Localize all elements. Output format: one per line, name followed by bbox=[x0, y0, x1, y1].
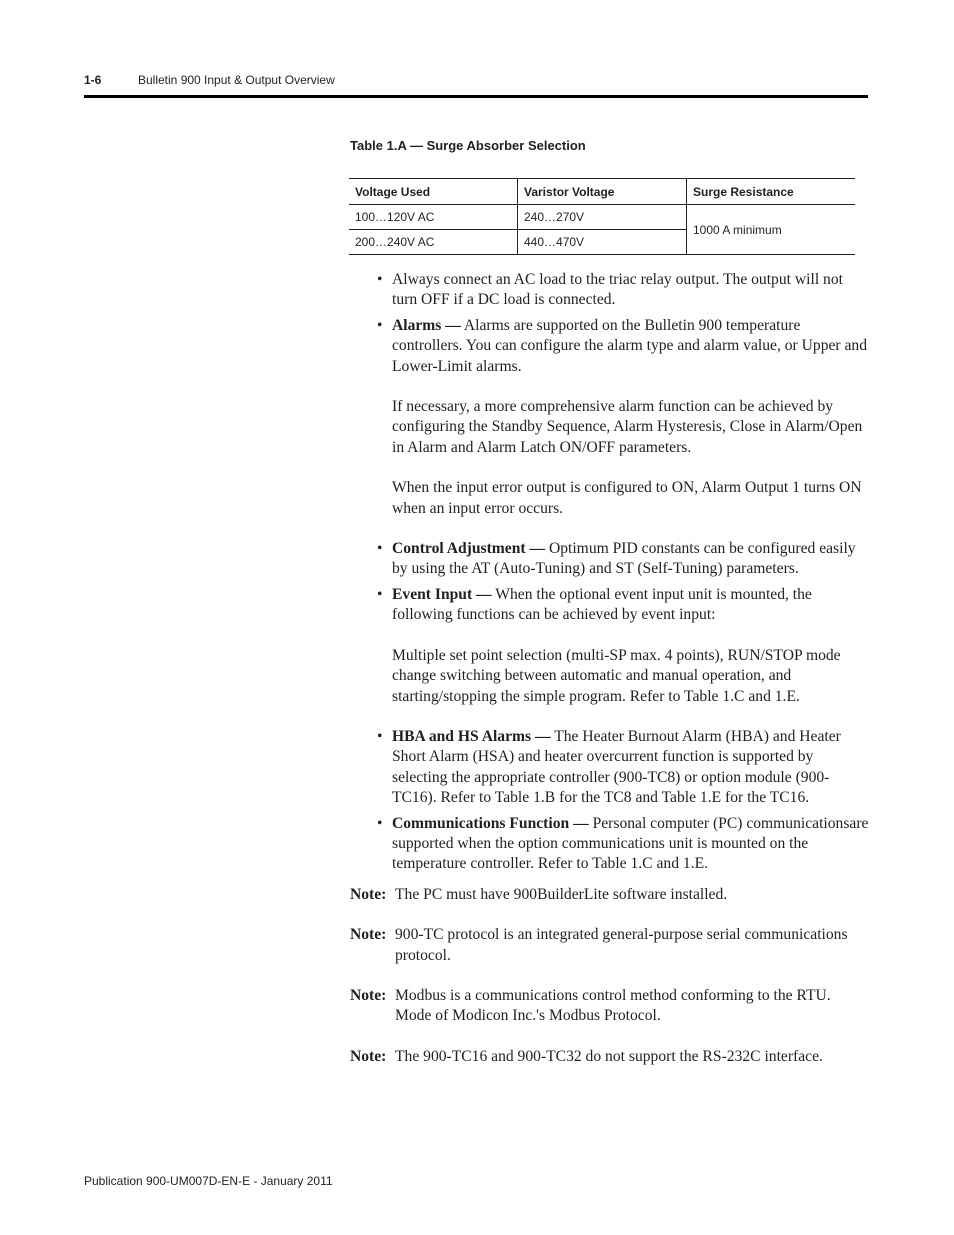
bullet-icon: • bbox=[377, 540, 383, 558]
list-item bbox=[350, 316, 870, 519]
note bbox=[350, 986, 870, 1027]
section-title: Bulletin 900 Input & Output Overview bbox=[138, 73, 335, 87]
table-cell: 200…240V AC bbox=[349, 230, 518, 255]
publication-footer: Publication 900-UM007D-EN-E - January 2011 bbox=[84, 1174, 333, 1188]
list-item bbox=[350, 814, 870, 875]
table-row bbox=[349, 205, 855, 230]
note-text: Modbus is a communications control method conforming to the RTU. Mode of Modicon Inc.'s Modbus Protocol. bbox=[395, 986, 831, 1025]
list-item-text: When the optional event input unit is mounted, the following functions can be achieved by event input: bbox=[392, 585, 812, 624]
note-text: 900-TC protocol is an integrated general-purpose serial communications protocol. bbox=[395, 926, 848, 964]
bullet-icon: • bbox=[377, 585, 383, 603]
table-cell: 440…470V bbox=[518, 230, 687, 255]
header-rule bbox=[84, 95, 868, 98]
note-label: Note: bbox=[350, 1047, 387, 1065]
list-item-lead: Event Input — bbox=[392, 585, 492, 603]
note-label: Note: bbox=[350, 986, 387, 1004]
note-label: Note: bbox=[350, 885, 387, 903]
list-item-lead: Control Adjustment — bbox=[392, 540, 546, 558]
table-cell: 240…270V bbox=[518, 205, 687, 230]
list-item-lead: Communications Function — bbox=[392, 814, 589, 832]
notes-section bbox=[350, 885, 870, 1067]
page-number: 1-6 bbox=[84, 73, 102, 87]
column-header: Voltage Used bbox=[349, 179, 518, 205]
list-item bbox=[350, 270, 870, 311]
bullet-icon: • bbox=[377, 814, 383, 832]
list-item-lead: Alarms — bbox=[392, 316, 461, 334]
bullet-icon: • bbox=[377, 727, 383, 745]
bullet-icon: • bbox=[377, 316, 383, 334]
column-header: Surge Resistance bbox=[687, 179, 856, 205]
list-item-text: Always connect an AC load to the triac relay output. The output will not turn OFF if a DC load is connected. bbox=[392, 271, 843, 309]
list-item bbox=[350, 539, 870, 580]
list-item-paragraph: If necessary, a more comprehensive alarm function can be achieved by configuring the Standby Sequence, Alarm Hysteresis, Close in Alarm/Open in Alarm and Alarm Latch ON/OFF parameters. bbox=[392, 398, 863, 456]
bullet-icon: • bbox=[377, 271, 383, 288]
note bbox=[350, 885, 870, 905]
surge-absorber-table bbox=[349, 178, 855, 255]
list-item-text: Personal computer (PC) communicationsare supported when the option communications unit is mounted on the temperature controller. Refer to Table 1.C and 1.E. bbox=[392, 814, 869, 873]
note bbox=[350, 925, 870, 966]
list-item-paragraph: Multiple set point selection (multi-SP max. 4 points), RUN/STOP mode change switching between automatic and manual operation, and starting/stopping the simple program. Refer to Table 1.C and 1.E. bbox=[392, 646, 841, 705]
list-item bbox=[350, 727, 870, 809]
list-item-text: The Heater Burnout Alarm (HBA) and Heater Short Alarm (HSA) and heater overcurrent function is supported by selecting the appropriate controller (900-TC8) or option module (900-TC16). Refer to Table 1.B for the TC8 and Table 1.E for the TC16. bbox=[392, 727, 841, 807]
list-item-text: Alarms are supported on the Bulletin 900 temperature controllers. You can configure the alarm type and alarm value, or Upper and Lower-Limit alarms. bbox=[392, 316, 868, 375]
table-header-row bbox=[349, 179, 855, 205]
note bbox=[350, 1047, 870, 1067]
note-label: Note: bbox=[350, 926, 387, 944]
table-cell-merged: 1000 A minimum bbox=[687, 205, 856, 255]
bullet-list bbox=[350, 270, 870, 875]
page-header bbox=[84, 73, 335, 87]
body-content bbox=[350, 270, 870, 1087]
column-header: Varistor Voltage bbox=[518, 179, 687, 205]
list-item-lead: HBA and HS Alarms — bbox=[392, 727, 551, 745]
list-item bbox=[350, 585, 870, 707]
note-text: The 900-TC16 and 900-TC32 do not support the RS-232C interface. bbox=[395, 1047, 823, 1065]
note-text: The PC must have 900BuilderLite software installed. bbox=[395, 885, 728, 903]
list-item-text: Optimum PID constants can be configured easily by using the AT (Auto-Tuning) and ST (Self-Tuning) parameters. bbox=[392, 540, 856, 578]
table-cell: 100…120V AC bbox=[349, 205, 518, 230]
list-item-paragraph: When the input error output is configured to ON, Alarm Output 1 turns ON when an input error occurs. bbox=[392, 479, 862, 517]
table-caption: Table 1.A — Surge Absorber Selection bbox=[350, 138, 586, 153]
